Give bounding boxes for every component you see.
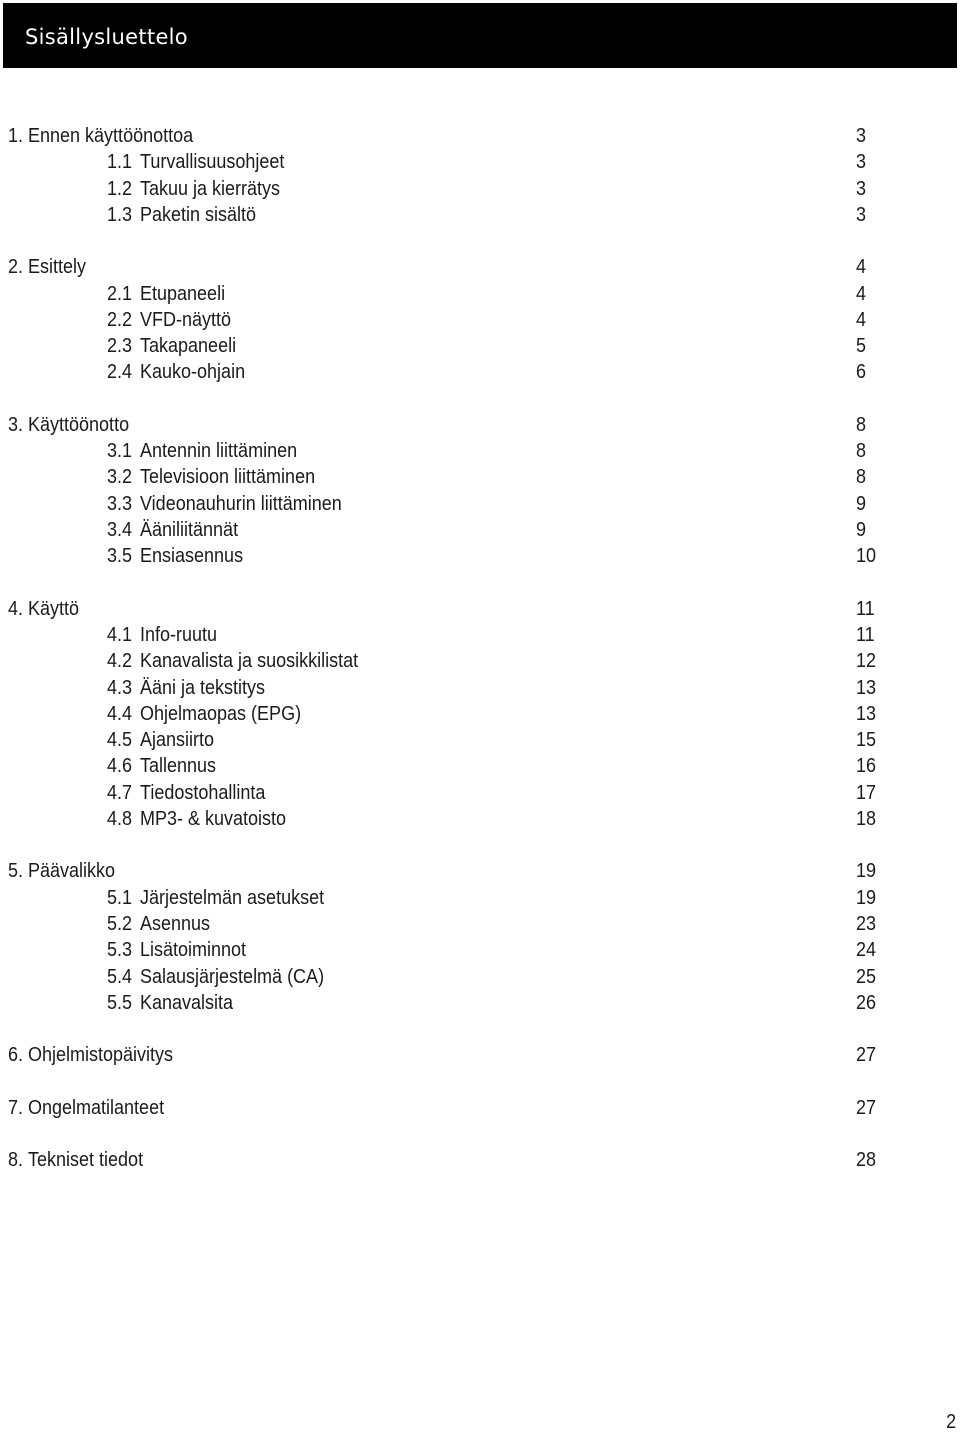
toc-entry — [0, 1095, 960, 1121]
toc-entry-page: 11 — [856, 597, 875, 620]
toc-subentry-number: 4.5 — [107, 729, 133, 752]
toc-entry — [0, 412, 960, 438]
toc-subentry-title: Ensiasennus — [140, 545, 244, 568]
toc-subentry-title: VFD-näyttö — [140, 308, 232, 331]
toc-entry-page: 3 — [856, 125, 867, 147]
toc-entry-number: 6. — [8, 1044, 24, 1067]
toc-subentry — [0, 359, 960, 385]
toc-subentry-page: 15 — [856, 729, 877, 752]
toc-section-group — [0, 254, 960, 385]
toc-subentry-page: 17 — [856, 781, 877, 804]
toc-subentry-page: 4 — [856, 308, 867, 331]
toc-section-group — [0, 123, 960, 228]
page-header-bar — [3, 3, 957, 68]
toc-entry-page: 19 — [856, 860, 877, 883]
toc-subentry-number: 4.7 — [107, 781, 133, 804]
toc-subentry-title: Ääni ja tekstitys — [140, 676, 266, 699]
toc-subentry-page: 8 — [856, 466, 867, 489]
toc-subentry-page: 3 — [856, 151, 867, 174]
toc-entry-page: 8 — [856, 413, 867, 436]
toc-subentry-number: 1.1 — [107, 151, 133, 174]
toc-entry — [0, 596, 960, 622]
toc-subentry-title: Ajansiirto — [140, 729, 215, 752]
toc-entry-title: Esittely — [28, 256, 87, 279]
toc-subentry — [0, 806, 960, 832]
toc-entry-title: Päävalikko — [28, 860, 116, 883]
toc-section-group — [0, 596, 960, 832]
toc-subentry — [0, 937, 960, 963]
toc-subentry — [0, 753, 960, 779]
toc-entry-title: Ongelmatilanteet — [28, 1096, 165, 1119]
toc-subentry — [0, 885, 960, 911]
toc-subentry-page: 5 — [856, 335, 867, 358]
toc-subentry-title: Kauko-ohjain — [140, 361, 246, 384]
toc-subentry-number: 5.1 — [107, 886, 133, 909]
toc-entry-number: 4. — [8, 597, 24, 620]
toc-entry-page: 27 — [856, 1096, 877, 1119]
toc-subentry-page: 4 — [856, 282, 867, 305]
toc-subentry-page: 10 — [856, 545, 877, 568]
toc-subentry — [0, 333, 960, 359]
toc-subentry-page: 3 — [856, 203, 867, 226]
toc-entry-page: 28 — [856, 1149, 877, 1172]
toc-subentry — [0, 202, 960, 228]
toc-subentry-title: Järjestelmän asetukset — [140, 886, 325, 909]
toc-subentry — [0, 149, 960, 175]
toc-subentry-page: 25 — [856, 965, 877, 988]
toc-subentry-title: Lisätoiminnot — [140, 939, 247, 962]
toc-subentry-number: 2.4 — [107, 361, 133, 384]
toc-entry-number: 2. — [8, 256, 24, 279]
toc-subentry-title: Etupaneeli — [140, 282, 226, 305]
toc-subentry — [0, 438, 960, 464]
toc-subentry-number: 1.3 — [107, 203, 133, 226]
toc-subentry — [0, 780, 960, 806]
toc-subentry-title: Antennin liittäminen — [140, 440, 298, 463]
toc-subentry-number: 3.2 — [107, 466, 133, 489]
toc-subentry-number: 4.3 — [107, 676, 133, 699]
toc-subentry-number: 5.3 — [107, 939, 133, 962]
toc-subentry-title: Takuu ja kierrätys — [140, 177, 281, 200]
toc-subentry — [0, 675, 960, 701]
toc-subentry-page: 12 — [856, 650, 877, 673]
toc-subentry-title: Turvallisuusohjeet — [140, 151, 285, 174]
toc-subentry-number: 1.2 — [107, 177, 133, 200]
toc-entry-title: Ennen käyttöönottoa — [28, 125, 194, 147]
toc-subentry-title: Paketin sisältö — [140, 203, 257, 226]
toc-entry-title: Ohjelmistopäivitys — [28, 1044, 174, 1067]
toc-subentry-number: 4.6 — [107, 755, 133, 778]
toc-subentry — [0, 727, 960, 753]
toc-subentry-title: MP3- & kuvatoisto — [140, 807, 287, 830]
toc-subentry — [0, 491, 960, 517]
toc-subentry-title: Tiedostohallinta — [140, 781, 266, 804]
toc-subentry-page: 19 — [856, 886, 877, 909]
toc-subentry-page: 8 — [856, 440, 867, 463]
toc-subentry-title: Kanavalista ja suosikkilistat — [140, 650, 359, 673]
toc-subentry-page: 3 — [856, 177, 867, 200]
toc-subentry-page: 24 — [856, 939, 877, 962]
toc-entry-number: 7. — [8, 1096, 24, 1119]
toc-subentry — [0, 911, 960, 937]
page-title: Sisällysluettelo — [25, 25, 188, 49]
toc-subentry-page: 13 — [856, 676, 877, 699]
toc-subentry-title: Televisioon liittäminen — [140, 466, 316, 489]
toc-subentry-number: 3.4 — [107, 518, 133, 541]
toc-subentry-page: 11 — [856, 624, 875, 647]
toc-subentry-number: 5.5 — [107, 991, 133, 1014]
toc-section-group — [0, 1095, 960, 1121]
toc-entry — [0, 123, 960, 149]
toc-subentry-number: 5.4 — [107, 965, 133, 988]
toc-subentry-page: 16 — [856, 755, 877, 778]
toc-subentry — [0, 701, 960, 727]
toc-section-group — [0, 1147, 960, 1173]
toc-subentry-page: 13 — [856, 702, 877, 725]
toc-subentry-number: 4.1 — [107, 624, 133, 647]
toc-subentry-number: 4.4 — [107, 702, 133, 725]
toc-subentry — [0, 648, 960, 674]
toc-subentry-number: 4.8 — [107, 807, 133, 830]
toc-subentry-title: Videonauhurin liittäminen — [140, 492, 342, 515]
toc-entry-number: 5. — [8, 860, 24, 883]
toc-subentry — [0, 307, 960, 333]
toc-subentry-title: Ohjelmaopas (EPG) — [140, 702, 302, 725]
toc-subentry-number: 2.1 — [107, 282, 133, 305]
toc-entry — [0, 1042, 960, 1068]
toc-subentry-title: Takapaneeli — [140, 335, 237, 358]
toc-entry-title: Käyttöönotto — [28, 413, 130, 436]
toc-subentry-page: 26 — [856, 991, 877, 1014]
toc-subentry — [0, 517, 960, 543]
toc-subentry-number: 4.2 — [107, 650, 133, 673]
toc-entry-page: 4 — [856, 256, 867, 279]
toc-entry — [0, 858, 960, 884]
toc-subentry — [0, 964, 960, 990]
toc-section-group — [0, 858, 960, 1016]
toc-subentry — [0, 543, 960, 569]
toc-subentry — [0, 622, 960, 648]
toc-entry-number: 3. — [8, 413, 24, 436]
toc-section-group — [0, 412, 960, 570]
toc-entry-number: 8. — [8, 1149, 24, 1172]
footer-page-number: 2 — [945, 1411, 956, 1433]
toc-entry — [0, 1147, 960, 1173]
toc-section-group — [0, 1042, 960, 1068]
toc-subentry-page: 9 — [856, 492, 867, 515]
toc-subentry-number: 5.2 — [107, 912, 133, 935]
toc-subentry-number: 2.2 — [107, 308, 133, 331]
toc-subentry-title: Ääniliitännät — [140, 518, 239, 541]
toc-subentry-number: 3.1 — [107, 440, 133, 463]
toc-subentry — [0, 176, 960, 202]
toc-subentry-title: Tallennus — [140, 755, 217, 778]
toc-subentry-title: Salausjärjestelmä (CA) — [140, 965, 325, 988]
toc-subentry-page: 6 — [856, 361, 867, 384]
toc-subentry-number: 3.3 — [107, 492, 133, 515]
toc-subentry-page: 23 — [856, 912, 877, 935]
table-of-contents — [0, 123, 960, 1200]
toc-subentry-title: Kanavalsita — [140, 991, 234, 1014]
toc-subentry-number: 2.3 — [107, 335, 133, 358]
toc-subentry-title: Info-ruutu — [140, 624, 218, 647]
toc-entry-title: Käyttö — [28, 597, 80, 620]
toc-entry-title: Tekniset tiedot — [28, 1149, 144, 1172]
toc-subentry — [0, 464, 960, 490]
toc-entry-number: 1. — [8, 125, 24, 147]
toc-subentry — [0, 281, 960, 307]
toc-entry-page: 27 — [856, 1044, 877, 1067]
toc-subentry-page: 18 — [856, 807, 877, 830]
toc-entry — [0, 254, 960, 280]
toc-subentry — [0, 990, 960, 1016]
toc-subentry-number: 3.5 — [107, 545, 133, 568]
toc-subentry-title: Asennus — [140, 912, 211, 935]
toc-subentry-page: 9 — [856, 518, 867, 541]
